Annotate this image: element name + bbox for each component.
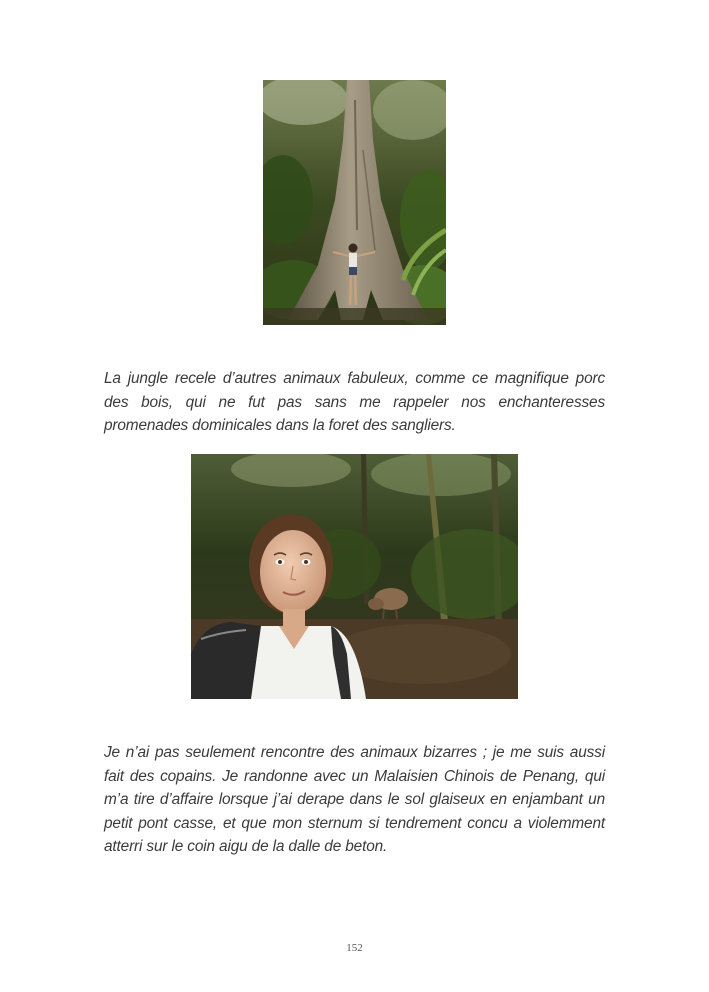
paragraph-friends: Je n’ai pas seulement rencontre des animaux bizarres ; je me suis aussi fait des copains. Je randonne avec un Malaisien Chinois de Penang, qui m’a tire d’affaire lorsque j’ai derape dans le sol glaiseux en enjambant un petit pont casse, et que mon sternum si tendrement concu a violemment atterri sur le coin aigu de la dalle de beton. — [104, 744, 605, 855]
page-number: 152 — [346, 942, 363, 954]
giant-tree-illustration — [263, 80, 446, 325]
selfie-illustration — [191, 454, 518, 699]
giant-tree-photo — [263, 80, 446, 325]
jungle-selfie-with-boar-photo — [191, 454, 518, 699]
paragraph-jungle-animals: La jungle recele d’autres animaux fabuleux, comme ce magnifique porc des bois, qui ne fut pas sans me rappeler nos enchanteresses promenades dominicales dans la foret des sangliers. — [104, 370, 605, 434]
